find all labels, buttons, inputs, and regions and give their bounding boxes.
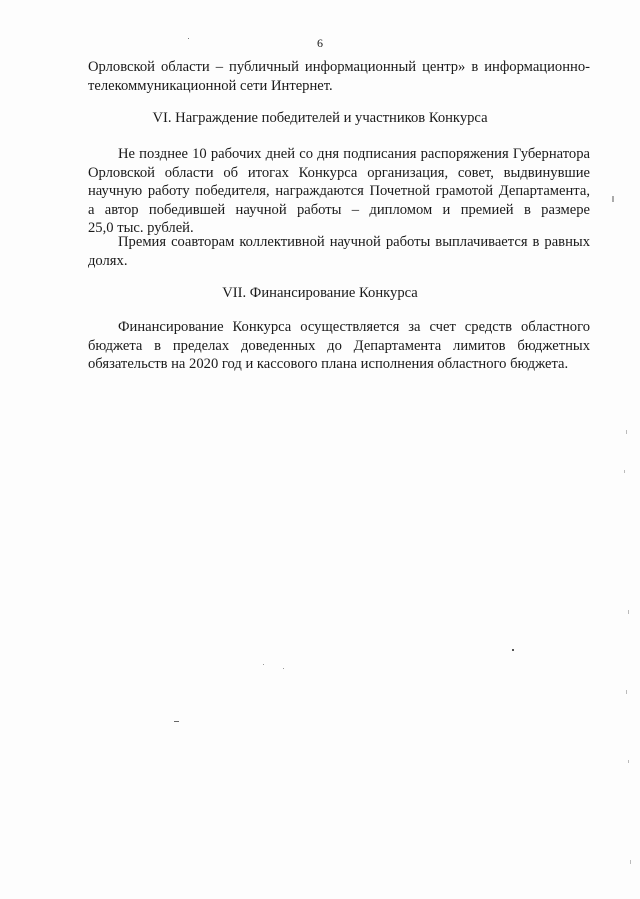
section-heading-6: VI. Награждение победителей и участников Конкурса (152, 110, 488, 126)
scan-speck (628, 610, 629, 614)
text-line: Не позднее 10 рабочих дней со дня подписания распоряжения Губернатора (118, 146, 590, 162)
scan-speck (626, 690, 627, 694)
text-line: Премия соавторам коллективной научной работы выплачивается в равных (118, 234, 590, 250)
text-line: 25,0 тыс. рублей. (88, 220, 194, 236)
text-line: бюджета в пределах доведенных до Департамента лимитов бюджетных (88, 337, 590, 354)
scan-speck (512, 649, 514, 651)
scan-speck (174, 721, 179, 722)
section-6-paragraph-1 (88, 145, 590, 238)
text-line: долях. (88, 252, 128, 269)
scan-speck (263, 664, 264, 665)
section-7-paragraph-1 (88, 318, 590, 374)
scan-speck (624, 470, 625, 473)
text-line: а автор победившей научной работы – дипломом и премией в размере (88, 201, 590, 218)
scan-speck (628, 760, 629, 763)
text-line: Орловской области – публичный информационный центр» в информационно- (88, 59, 590, 75)
text-line: телекоммуникационной сети Интернет. (88, 77, 333, 94)
text-line: обязательств на 2020 год и кассового плана исполнения областного бюджета. (88, 356, 569, 372)
scan-speck (188, 38, 189, 39)
text-line: Орловской области об итогах Конкурса организация, совет, выдвинувшие (88, 164, 590, 181)
text-line: научную работу победителя, награждаются Почетной грамотой Департамента, (88, 183, 590, 199)
text-line: Финансирование Конкурса осуществляется за счет средств областного (118, 319, 590, 335)
scan-speck (626, 430, 627, 434)
scan-speck (612, 196, 614, 202)
intro-paragraph (88, 58, 590, 95)
scan-speck (283, 668, 284, 669)
scan-speck (630, 860, 631, 864)
section-heading-7: VII. Финансирование Конкурса (222, 285, 418, 301)
section-6-paragraph-2 (88, 233, 590, 270)
page-number: 6 (317, 36, 323, 50)
